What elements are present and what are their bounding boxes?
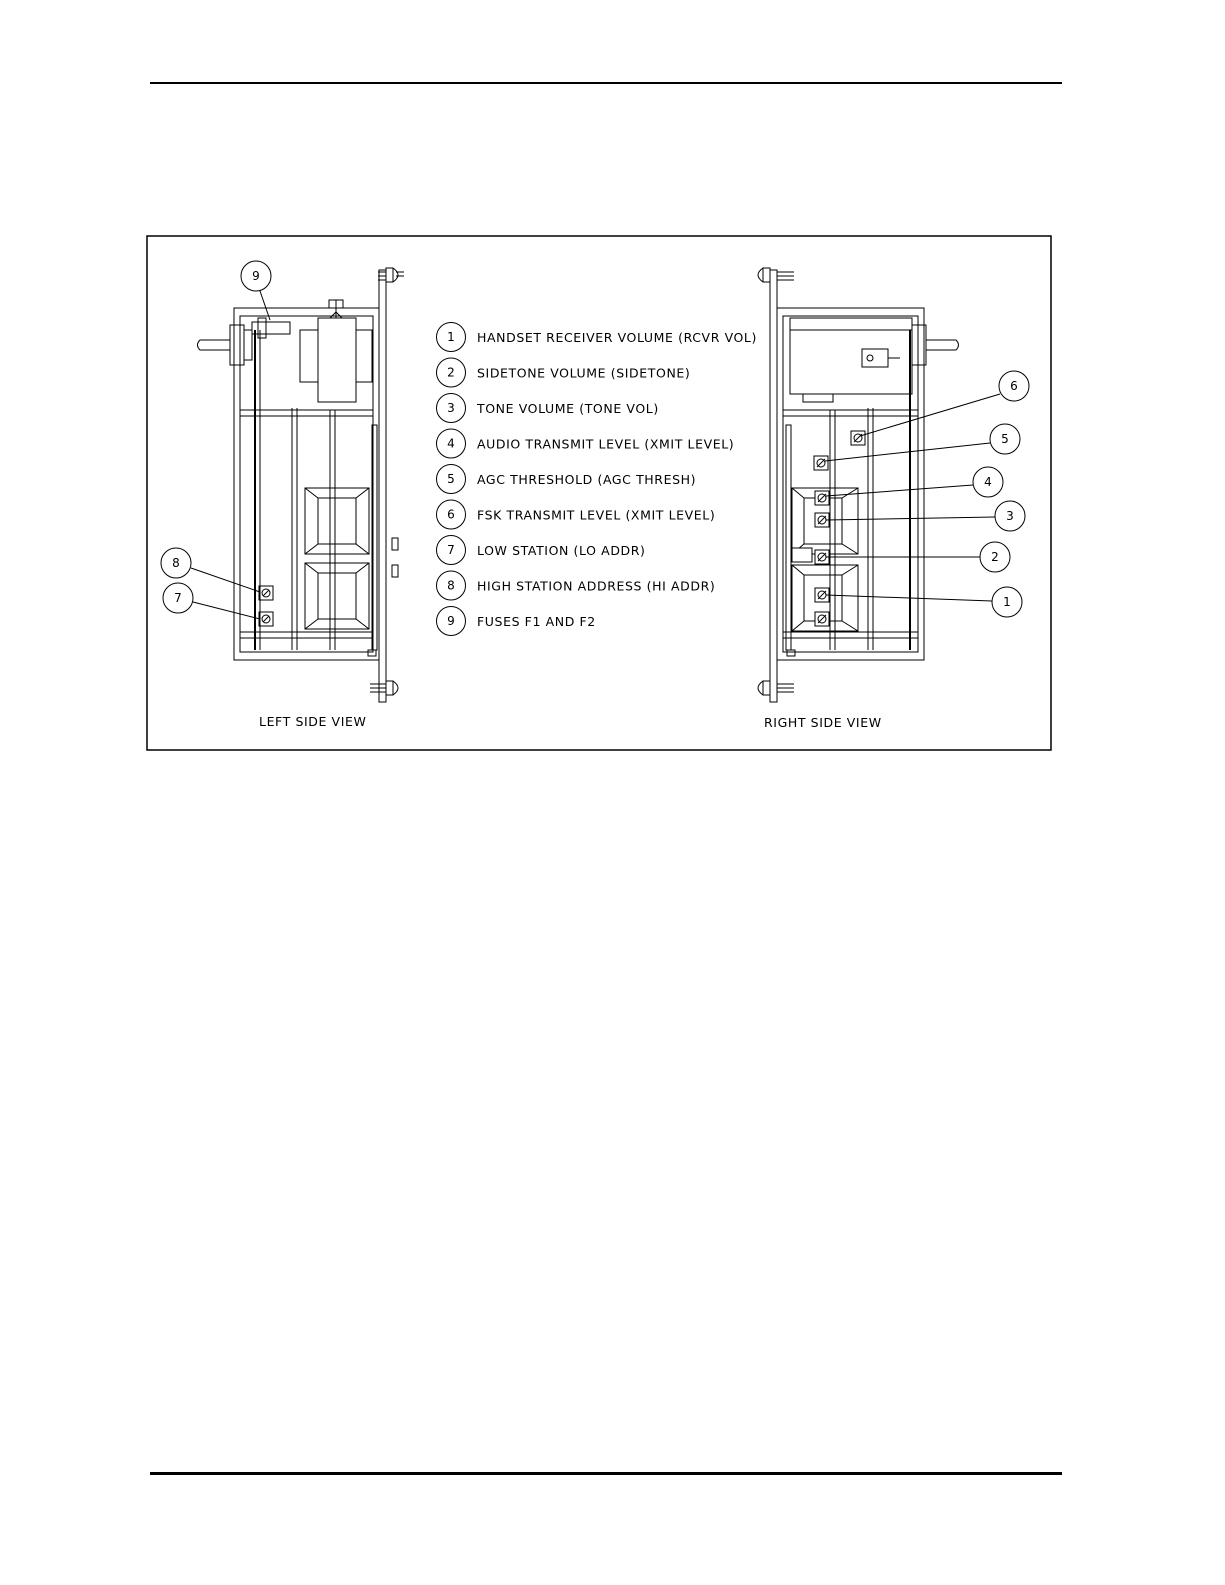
- left-side-view: [161, 261, 404, 729]
- left-inductor-lower: [305, 563, 369, 629]
- left-callout-8: [161, 548, 260, 592]
- legend-number: 3: [447, 401, 455, 415]
- fsk-xmit-level-pot-icon: [851, 431, 865, 445]
- hi-addr-switch-icon: [259, 586, 273, 600]
- right-power-supply: [790, 318, 912, 402]
- legend-item: [437, 323, 757, 352]
- legend-item: [437, 536, 646, 565]
- xmit-level-pot-icon: [815, 491, 829, 505]
- left-callout-7: [163, 583, 260, 619]
- legend-number: 2: [447, 365, 455, 380]
- right-view-caption: RIGHT SIDE VIEW: [764, 715, 882, 730]
- left-inductor-upper: [305, 488, 369, 554]
- legend-label: LOW STATION (LO ADDR): [477, 543, 646, 558]
- right-rear-connector: [912, 325, 959, 365]
- legend-label: AGC THRESHOLD (AGC THRESH): [477, 472, 697, 487]
- right-callout-4-number: 4: [984, 475, 992, 489]
- legend: [437, 323, 757, 636]
- legend-item: [437, 465, 697, 494]
- right-callout-6: [860, 371, 1029, 436]
- right-callout-3-number: 3: [1006, 509, 1014, 523]
- right-callout-5-number: 5: [1001, 432, 1009, 446]
- legend-number: 5: [447, 472, 455, 486]
- right-callout-4: [826, 467, 1003, 497]
- left-rear-connector: [198, 325, 253, 365]
- legend-label: HANDSET RECEIVER VOLUME (RCVR VOL): [477, 330, 757, 345]
- right-callout-3: [826, 501, 1025, 531]
- right-callout-1-number: 1: [1003, 595, 1011, 609]
- legend-label: FSK TRANSMIT LEVEL (XMIT LEVEL): [477, 507, 716, 523]
- legend-item: [437, 358, 691, 387]
- legend-number: 9: [447, 614, 455, 628]
- left-view-caption: LEFT SIDE VIEW: [259, 714, 367, 729]
- legend-label: TONE VOLUME (TONE VOL): [477, 401, 659, 416]
- legend-item: [437, 500, 716, 529]
- legend-number: 4: [447, 436, 455, 451]
- right-side-view: [758, 268, 1029, 730]
- legend-item: [437, 571, 716, 600]
- legend-number: 7: [447, 543, 455, 557]
- left-callout-7-number: 7: [174, 591, 182, 605]
- figure-frame: [147, 236, 1051, 750]
- left-callout-8-number: 8: [172, 556, 180, 570]
- left-callout-9-number: 9: [252, 269, 260, 283]
- right-chassis: [777, 308, 924, 660]
- legend-number: 8: [447, 578, 455, 593]
- legend-number: 6: [447, 507, 455, 522]
- right-callout-2-number: 2: [991, 550, 999, 564]
- right-front-panel: [770, 270, 777, 702]
- legend-number: 1: [447, 330, 455, 344]
- legend-item: [437, 429, 735, 458]
- legend-label: SIDETONE VOLUME (SIDETONE): [477, 365, 691, 381]
- left-callout-9: [241, 261, 271, 320]
- legend-item: [437, 607, 596, 636]
- legend-label: FUSES F1 AND F2: [477, 614, 596, 629]
- left-transformer: [300, 300, 372, 402]
- right-callout-6-number: 6: [1010, 379, 1018, 393]
- legend-item: [437, 394, 659, 423]
- legend-label: HIGH STATION ADDRESS (HI ADDR): [477, 578, 716, 594]
- lo-addr-switch-icon: [259, 612, 273, 626]
- agc-thresh-pot-icon: [814, 456, 828, 470]
- left-front-panel: [379, 270, 386, 702]
- legend-label: AUDIO TRANSMIT LEVEL (XMIT LEVEL): [477, 436, 735, 452]
- extra-pot-icon: [815, 612, 829, 626]
